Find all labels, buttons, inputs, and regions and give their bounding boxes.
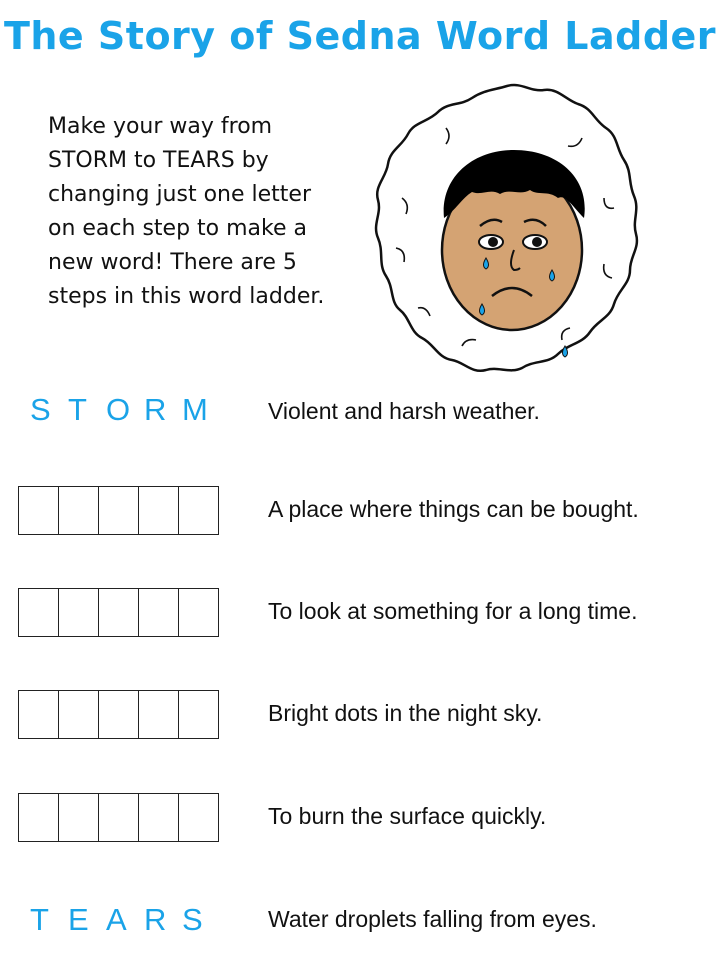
letter-box[interactable]	[98, 793, 139, 842]
letter-box[interactable]	[138, 588, 179, 637]
start-word	[30, 392, 220, 428]
answer-boxes	[18, 588, 219, 637]
letter-box[interactable]	[58, 486, 99, 535]
crying-face-illustration	[362, 78, 652, 378]
start-word-row	[0, 390, 720, 450]
letter-box[interactable]	[18, 793, 59, 842]
letter-box[interactable]	[18, 588, 59, 637]
letter: R	[144, 392, 167, 427]
letter-box[interactable]	[18, 690, 59, 739]
step-row-4	[0, 793, 720, 853]
letter-box[interactable]	[58, 588, 99, 637]
letter-box[interactable]	[178, 793, 219, 842]
letter-box[interactable]	[138, 690, 179, 739]
letter: S	[30, 392, 51, 427]
instructions-text: Make your way from STORM to TEARS by changing just one letter on each step to make a new word! There are 5 steps in this word ladder.	[48, 114, 325, 309]
letter-box[interactable]	[58, 793, 99, 842]
letter: T	[30, 902, 49, 937]
letter-box[interactable]	[178, 588, 219, 637]
letter-box[interactable]	[178, 690, 219, 739]
start-word-clue: Violent and harsh weather.	[268, 398, 540, 424]
page-title: The Story of Sedna Word Ladder	[3, 14, 717, 58]
letter-box[interactable]	[98, 486, 139, 535]
letter-box[interactable]	[98, 588, 139, 637]
letter: R	[144, 902, 167, 937]
letter: T	[68, 392, 87, 427]
end-word	[30, 902, 220, 938]
letter-box[interactable]	[178, 486, 219, 535]
letter: O	[106, 392, 131, 427]
step-row-2	[0, 588, 720, 648]
step-clue: A place where things can be bought.	[268, 496, 639, 522]
step-clue: Bright dots in the night sky.	[268, 700, 543, 726]
letter-box[interactable]	[98, 690, 139, 739]
letter-box[interactable]	[58, 690, 99, 739]
letter-box[interactable]	[18, 486, 59, 535]
letter-box[interactable]	[138, 486, 179, 535]
step-row-3	[0, 690, 720, 750]
answer-boxes	[18, 690, 219, 739]
answer-boxes	[18, 793, 219, 842]
letter: M	[182, 392, 208, 427]
step-clue: To look at something for a long time.	[268, 598, 638, 624]
end-word-row	[0, 902, 720, 962]
step-clue: To burn the surface quickly.	[268, 803, 547, 829]
letter: A	[106, 902, 127, 937]
letter-box[interactable]	[138, 793, 179, 842]
step-row-1	[0, 486, 720, 546]
answer-boxes	[18, 486, 219, 535]
letter: E	[68, 902, 89, 937]
end-word-clue: Water droplets falling from eyes.	[268, 906, 597, 932]
letter: S	[182, 902, 203, 937]
